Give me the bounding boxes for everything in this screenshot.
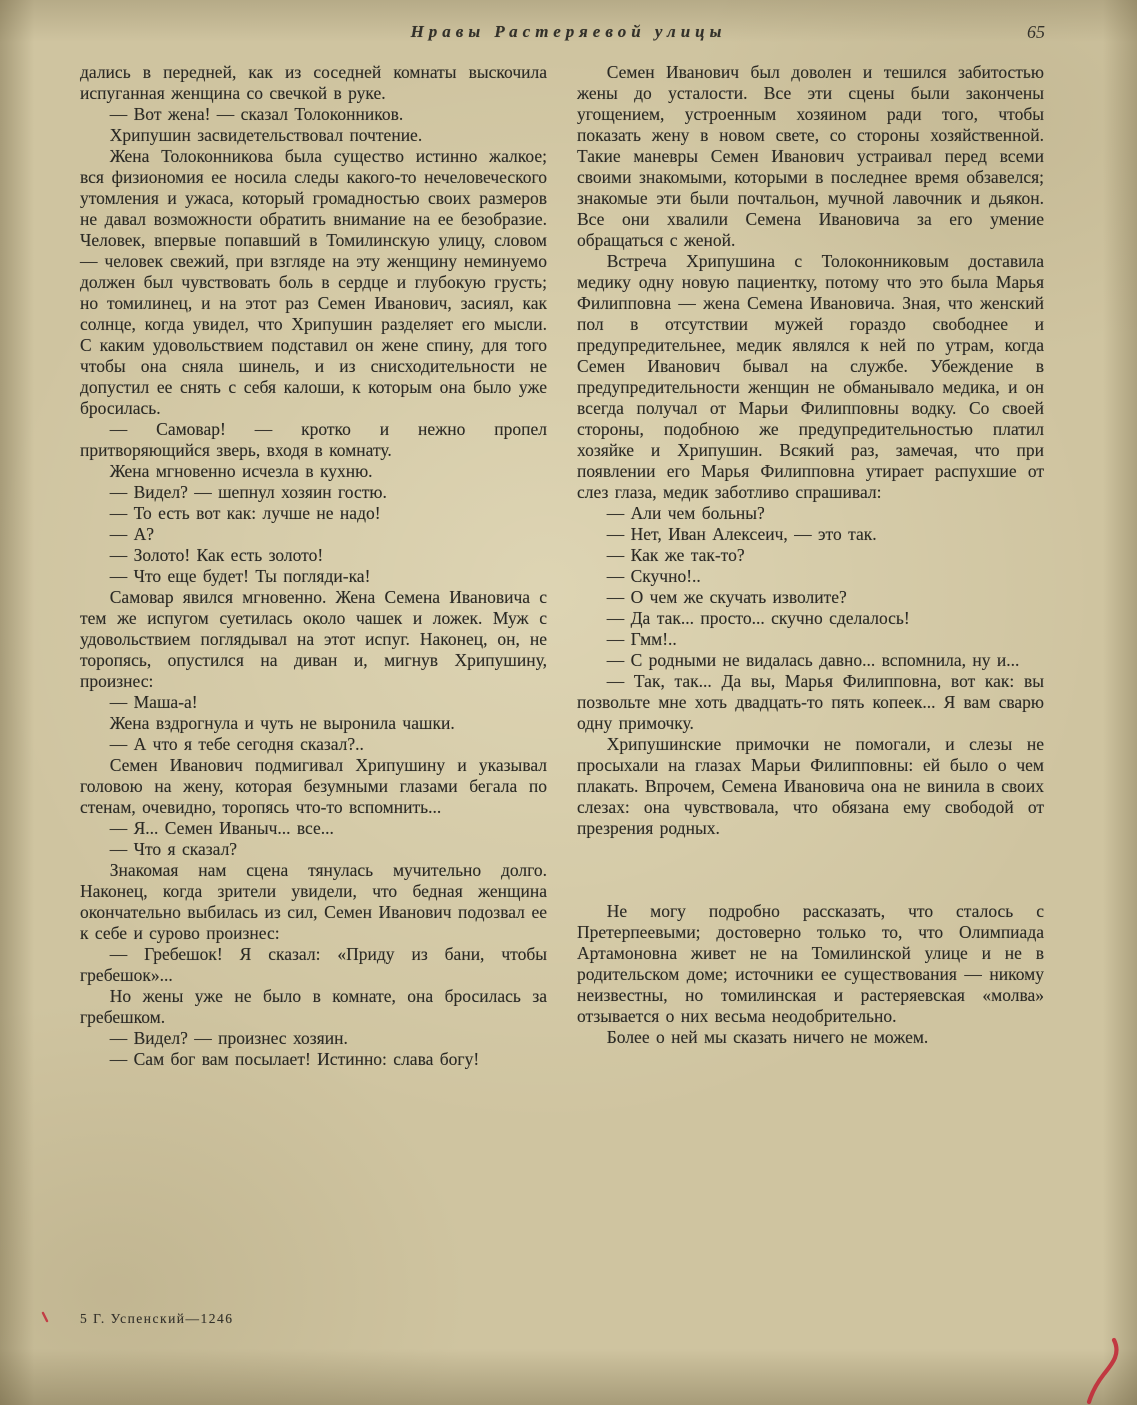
red-pen-mark-icon — [1068, 1336, 1132, 1405]
paragraph: — Маша-а! — [109, 692, 198, 712]
paragraph: — Сам бог вам посылает! Истинно: слава богу! — [109, 1049, 480, 1069]
paragraph: Более о ней мы сказать ничего не можем. — [606, 1027, 929, 1047]
right-column-section-1 — [577, 62, 1044, 839]
paragraph: — Видел? — шепнул хозяин гостю. — [109, 482, 387, 502]
paragraph: Не могу подробно рассказать, что сталось с Претерпеевыми; достоверно только то, что Олимпиада Артамоновна живет не на Томилинской улице и не в родительском доме; источники ее существования — никому неизвестны, но томилинская и растеряевская «молва» отзывается о них весьма неодобрительно. — [577, 901, 1044, 1026]
paragraph: — Я... Семен Иваныч... все... — [109, 818, 334, 838]
paragraph: — Гребешок! Я сказал: «Приду из бани, чтобы гребешок»... — [80, 944, 547, 985]
paragraph: Самовар явился мгновенно. Жена Семена Ивановича с тем же испугом суетилась около чашек и ложек. Муж с удовольствием поглядывал на этот испуг. Наконец, он, не торопясь, опустился на диван и, мигнув Хрипушину, произнес: — [80, 587, 547, 691]
paragraph: Хрипушин засвидетельствовал почтение. — [109, 125, 423, 145]
paragraph: Жена Толоконникова была существо истинно жалкое; вся физиономия ее носила следы какого-то нечеловеческого утомления и ужаса, который громадностью своих размеров не давал возможности обратить внимание на ее безобразие. Человек, впервые попавший в Томилинскую улицу, словом — человек свежий, при взгляде на эту женщину неминуемо должен был чувствовать боль в сердце и глубокую грусть; но томилинец, и на этот раз Семен Иванович, засиял, как солнце, когда увидел, что Хрипушин разделяет его мысли. С каким удовольствием подставил он жене спину, для того чтобы она сняла шинель, и из снисходительности не допустил ее снять с себя калоши, к которым она было уже бросилась. — [80, 146, 547, 418]
paragraph: — О чем же скучать изволите? — [606, 587, 847, 607]
paragraph: — Нет, Иван Алексеич, — это так. — [606, 524, 877, 544]
footer-signature: 5 Г. Успенский—1246 — [80, 1311, 234, 1326]
paragraph: — Что еще будет! Ты погляди-ка! — [109, 566, 371, 586]
page-number: 65 — [1027, 22, 1045, 42]
paragraph: — Да так... просто... скучно сделалось! — [606, 608, 910, 628]
right-column-section-2 — [577, 901, 1044, 1048]
paragraph: — То есть вот как: лучше не надо! — [109, 503, 381, 523]
paragraph: Жена вздрогнула и чуть не выронила чашки. — [109, 713, 455, 733]
running-title: Нравы Растеряевой улицы — [410, 22, 727, 41]
paragraph: — Видел? — произнес хозяин. — [109, 1028, 348, 1048]
paragraph: — А? — [109, 524, 155, 544]
paragraph: — Вот жена! — сказал Толоконников. — [109, 104, 404, 124]
paragraph: — Золото! Как есть золото! — [109, 545, 324, 565]
paragraph: Встреча Хрипушина с Толоконниковым доставила медику одну новую пациентку, потому что это была Марья Филипповна — жена Семена Ивановича. Зная, что женский пол в отсутствии мужей гораздо свободнее и предупредительнее, медик являлся к ней по утрам, когда Семен Иванович бывал на службе. Убеждение в предупредительности женщин не обманывало медика, и он всегда получал от Марьи Филипповны водку. Со своей стороны, подобною же предупредительностью платил хозяйке и Хрипушин. Всякий раз, замечая, что при появлении его Марья Филипповна утирает распухшие от слез глаза, медик заботливо спрашивал: — [577, 251, 1044, 502]
paragraph: — А что я тебе сегодня сказал?.. — [109, 734, 364, 754]
paragraph: Семен Иванович был доволен и тешился забитостью жены до усталости. Все эти сцены были закончены угощением, устроенным хозяином ради того, чтобы показать жену в новом свете, со стороны хозяйственной. Такие маневры Семен Иванович устраивал перед всеми своими знакомыми, которыми в последнее время обзавелся; знакомые эти были почтальон, мучной лавочник и дьякон. Все они хвалили Семена Ивановича за его умение обращаться с женой. — [577, 62, 1044, 250]
text-body — [80, 62, 1044, 1070]
paragraph: — Скучно!.. — [606, 566, 701, 586]
paragraph: Знакомая нам сцена тянулась мучительно долго. Наконец, когда зрители увидели, что бедная женщина окончательно выбилась из сил, Семен Иванович подозвал ее к себе и сурово произнес: — [80, 860, 547, 943]
paragraph: Жена мгновенно исчезла в кухню. — [109, 461, 373, 481]
paragraph: — Али чем больны? — [606, 503, 765, 523]
red-tick-mark-icon — [38, 1310, 54, 1326]
left-column — [80, 62, 547, 1070]
paragraph: Хрипушинские примочки не помогали, и слезы не просыхали на глазах Марьи Филипповны: ей было о чем плакать. Впрочем, Семена Ивановича она не винила в своих слезах: она чувствовала, что обязана ему свободой от презрения родных. — [577, 734, 1044, 838]
paragraph: — Что я сказал? — [109, 839, 238, 859]
paragraph: Но жены уже не было в комнате, она бросилась за гребешком. — [80, 986, 547, 1027]
paragraph: дались в передней, как из соседней комнаты выскочила испуганная женщина со свечкой в руке. — [80, 62, 547, 103]
paragraph: — Самовар! — кротко и нежно пропел притворяющийся зверь, входя в комнату. — [80, 419, 547, 460]
section-break — [577, 839, 1044, 901]
paragraph: — Как же так-то? — [606, 545, 745, 565]
paragraph: Семен Иванович подмигивал Хрипушину и указывал головою на жену, которая безумными глазами бегала по стенам, очевидно, торопясь что-то вспомнить... — [80, 755, 547, 817]
paragraph: — Гмм!.. — [606, 629, 677, 649]
paragraph: — Так, так... Да вы, Марья Филипповна, вот как: вы позвольте мне хоть двадцать-то пять копеек... Я вам сварю одну примочку. — [577, 671, 1044, 733]
paragraph: — С родными не видалась давно... вспомнила, ну и... — [606, 650, 1020, 670]
right-column — [577, 62, 1044, 1070]
